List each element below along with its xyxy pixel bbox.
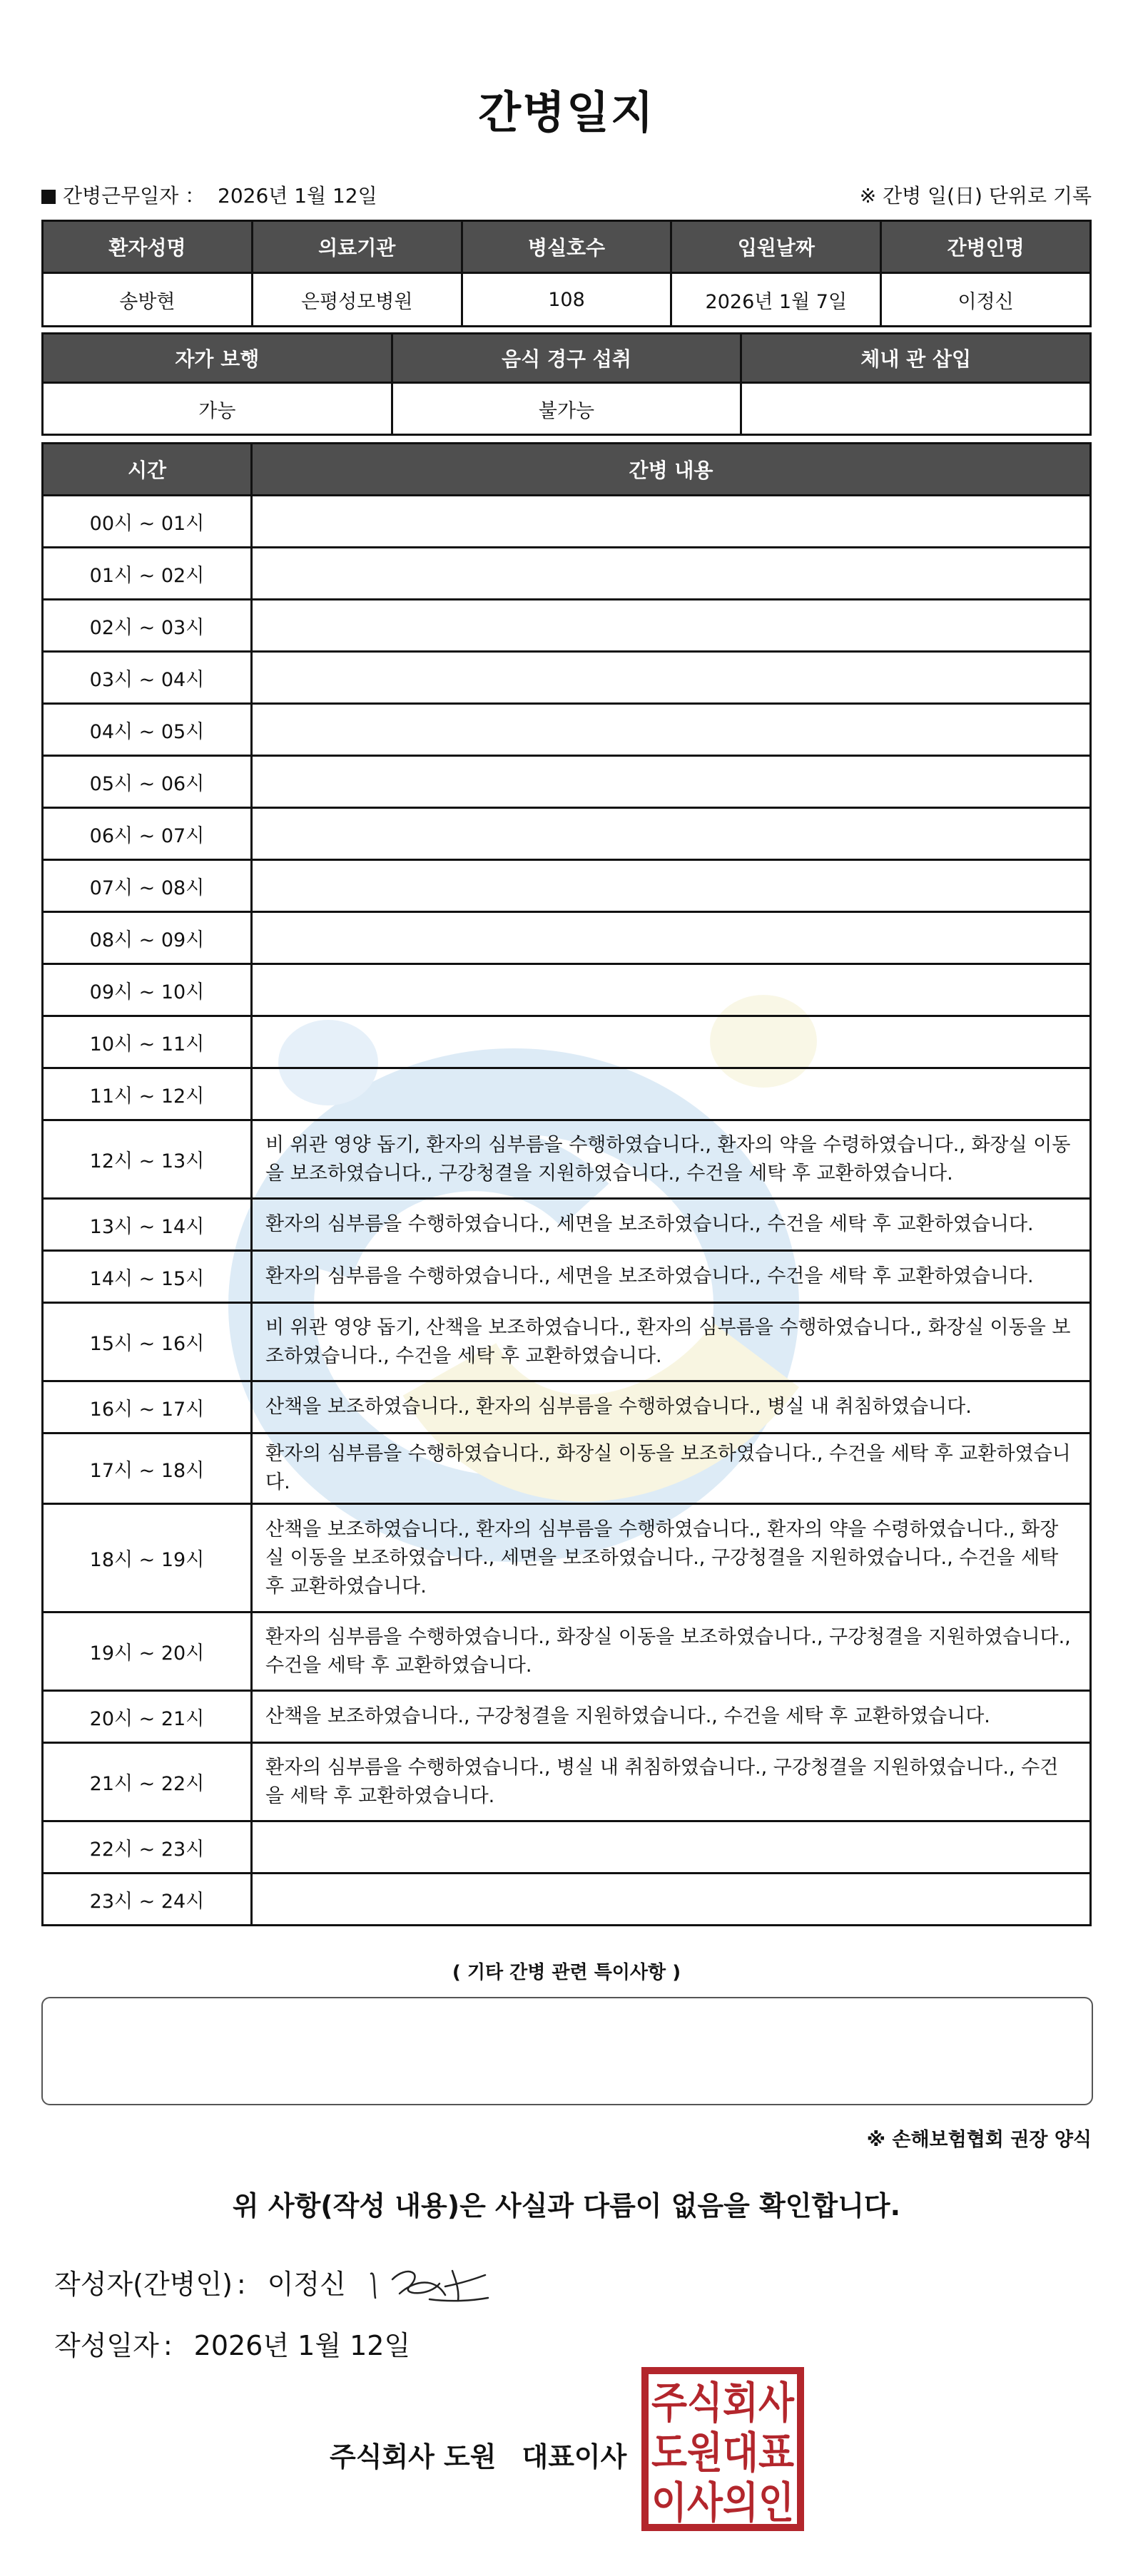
care-log-row xyxy=(43,704,1091,756)
care-log-time: 08시 ~ 09시 xyxy=(43,912,252,964)
care-log-time: 12시 ~ 13시 xyxy=(43,1120,252,1199)
care-log-row xyxy=(43,652,1091,704)
hospital-name: 은평성모병원 xyxy=(252,273,462,327)
tube-insertion-value xyxy=(741,383,1091,435)
care-log-content: 산책을 보조하였습니다., 구강청결을 지원하였습니다., 수건을 세탁 후 교환하였습니다. xyxy=(252,1691,1091,1743)
page-title: 간병일지 xyxy=(478,86,655,138)
care-log-row xyxy=(43,1743,1091,1821)
care-log-content xyxy=(252,756,1091,808)
care-log-time: 14시 ~ 15시 xyxy=(43,1251,252,1303)
care-log-time: 17시 ~ 18시 xyxy=(43,1433,252,1504)
care-log-content: 환자의 심부름을 수행하였습니다., 화장실 이동을 보조하였습니다., 수건을 세탁 후 교환하였습니다. xyxy=(252,1433,1091,1504)
company-role: 대표이사 xyxy=(522,2441,627,2473)
care-log-content xyxy=(252,704,1091,756)
header-tube-insertion: 체내 관 삽입 xyxy=(741,334,1091,383)
header-care-content: 간병 내용 xyxy=(252,444,1091,496)
care-log-content xyxy=(252,1874,1091,1926)
writer-line: 작성자(간병인) : 이정신 xyxy=(54,2269,346,2300)
care-log-time: 07시 ~ 08시 xyxy=(43,860,252,912)
status-value-row xyxy=(43,383,1091,435)
care-log-row xyxy=(43,1016,1091,1068)
care-log-content: 환자의 심부름을 수행하였습니다., 세면을 보조하였습니다., 수건을 세탁 후 교환하였습니다. xyxy=(252,1199,1091,1251)
care-log-time: 20시 ~ 21시 xyxy=(43,1691,252,1743)
svg-text:주식회사: 주식회사 xyxy=(651,2378,795,2428)
black-square-icon xyxy=(41,190,56,204)
company-name: 주식회사 도원 xyxy=(330,2441,497,2473)
care-log-content: 환자의 심부름을 수행하였습니다., 병실 내 취침하였습니다., 구강청결을 지원하였습니다., 수건을 세탁 후 교환하였습니다. xyxy=(252,1743,1091,1821)
self-walking-value: 가능 xyxy=(43,383,392,435)
oral-intake-value: 불가능 xyxy=(392,383,741,435)
work-date-label: 간병근무일자 ： xyxy=(63,184,205,208)
care-log-content: 환자의 심부름을 수행하였습니다., 세면을 보조하였습니다., 수건을 세탁 후 교환하였습니다. xyxy=(252,1251,1091,1303)
header-hospital: 의료기관 xyxy=(252,221,462,273)
care-log-row xyxy=(43,1381,1091,1433)
caregiver-name: 이정신 xyxy=(881,273,1091,327)
confirmation-statement: 위 사항(작성 내용)은 사실과 다름이 없음을 확인합니다. xyxy=(232,2190,901,2222)
header-admission-date: 입원날짜 xyxy=(671,221,881,273)
header-caregiver: 간병인명 xyxy=(881,221,1091,273)
care-log-content xyxy=(252,860,1091,912)
care-log-time: 11시 ~ 12시 xyxy=(43,1068,252,1120)
care-log-row xyxy=(43,600,1091,652)
admission-date: 2026년 1월 7일 xyxy=(671,273,881,327)
care-log-content xyxy=(252,1821,1091,1874)
care-log-row xyxy=(43,860,1091,912)
care-log-row xyxy=(43,1433,1091,1504)
care-log-time: 00시 ~ 01시 xyxy=(43,496,252,548)
unit-note: ※ 간병 일(日) 단위로 기록 xyxy=(859,184,1092,208)
care-log-time: 19시 ~ 20시 xyxy=(43,1612,252,1691)
care-log-content: 비 위관 영양 돕기, 산책을 보조하였습니다., 환자의 심부름을 수행하였습니다., 화장실 이동을 보조하였습니다., 수건을 세탁 후 교환하였습니다. xyxy=(252,1303,1091,1381)
written-date-line: 작성일자 : 2026년 1월 12일 xyxy=(54,2330,411,2361)
patient-status-table xyxy=(41,332,1092,436)
care-log-content xyxy=(252,1068,1091,1120)
care-log-row xyxy=(43,1068,1091,1120)
patient-name: 송방현 xyxy=(43,273,253,327)
recommend-note: ※ 손해보험협회 권장 양식 xyxy=(866,2129,1092,2151)
care-log-time: 16시 ~ 17시 xyxy=(43,1381,252,1433)
header-room: 병실호수 xyxy=(462,221,671,273)
care-log-time: 23시 ~ 24시 xyxy=(43,1874,252,1926)
care-log-content xyxy=(252,496,1091,548)
care-log-content xyxy=(252,548,1091,600)
header-time: 시간 xyxy=(43,444,252,496)
work-date-value: 2026년 1월 12일 xyxy=(218,184,377,208)
patient-header-row xyxy=(43,221,1091,273)
care-log-time: 04시 ~ 05시 xyxy=(43,704,252,756)
care-log-content: 환자의 심부름을 수행하였습니다., 화장실 이동을 보조하였습니다., 구강청결을 지원하였습니다., 수건을 세탁 후 교환하였습니다. xyxy=(252,1612,1091,1691)
care-log-row xyxy=(43,1303,1091,1381)
special-notes-box xyxy=(41,1997,1093,2105)
status-header-row xyxy=(43,334,1091,383)
care-log-time: 05시 ~ 06시 xyxy=(43,756,252,808)
svg-text:도원대표: 도원대표 xyxy=(651,2428,795,2478)
care-log-content xyxy=(252,652,1091,704)
date-value: 2026년 1월 12일 xyxy=(193,2330,411,2361)
care-log-time: 21시 ~ 22시 xyxy=(43,1743,252,1821)
header-self-walking: 자가 보행 xyxy=(43,334,392,383)
care-log-row xyxy=(43,912,1091,964)
care-log-body xyxy=(43,496,1091,1926)
care-log-time: 09시 ~ 10시 xyxy=(43,964,252,1016)
care-log-row xyxy=(43,1821,1091,1874)
care-log-row xyxy=(43,1120,1091,1199)
date-label: 작성일자 xyxy=(54,2330,159,2361)
care-log-row xyxy=(43,1874,1091,1926)
header-oral-intake: 음식 경구 섭취 xyxy=(392,334,741,383)
writer-label: 작성자(간병인) xyxy=(54,2269,233,2300)
company-seal-icon xyxy=(641,2366,805,2532)
care-log-row xyxy=(43,808,1091,860)
company-signoff xyxy=(330,2435,626,2474)
svg-text:이사의인: 이사의인 xyxy=(651,2478,794,2528)
work-date xyxy=(41,180,377,209)
care-log-content xyxy=(252,964,1091,1016)
care-log-row xyxy=(43,1612,1091,1691)
care-log-time: 10시 ~ 11시 xyxy=(43,1016,252,1068)
care-log-time: 03시 ~ 04시 xyxy=(43,652,252,704)
care-log-content xyxy=(252,808,1091,860)
care-log-row xyxy=(43,496,1091,548)
writer-name: 이정신 xyxy=(267,2269,346,2300)
care-log-header-row xyxy=(43,444,1091,496)
care-log-time: 18시 ~ 19시 xyxy=(43,1504,252,1612)
care-log-time: 13시 ~ 14시 xyxy=(43,1199,252,1251)
care-log-time: 22시 ~ 23시 xyxy=(43,1821,252,1874)
care-log-time: 06시 ~ 07시 xyxy=(43,808,252,860)
header-patient-name: 환자성명 xyxy=(43,221,253,273)
care-log-content: 산책을 보조하였습니다., 환자의 심부름을 수행하였습니다., 병실 내 취침하였습니다. xyxy=(252,1381,1091,1433)
handwritten-signature-icon xyxy=(365,2258,494,2308)
care-log-row xyxy=(43,548,1091,600)
care-log-time: 02시 ~ 03시 xyxy=(43,600,252,652)
special-notes-title: ( 기타 간병 관련 특이사항 ) xyxy=(452,1962,681,1983)
patient-value-row xyxy=(43,273,1091,327)
care-log-row xyxy=(43,1504,1091,1612)
care-log-row xyxy=(43,964,1091,1016)
room-number: 108 xyxy=(462,273,671,327)
care-log-row xyxy=(43,1691,1091,1743)
care-log-content xyxy=(252,600,1091,652)
care-log-table xyxy=(41,442,1092,1926)
care-log-row xyxy=(43,1251,1091,1303)
care-log-row xyxy=(43,1199,1091,1251)
care-log-content xyxy=(252,912,1091,964)
care-log-time: 15시 ~ 16시 xyxy=(43,1303,252,1381)
care-log-content: 산책을 보조하였습니다., 환자의 심부름을 수행하였습니다., 환자의 약을 수령하였습니다., 화장실 이동을 보조하였습니다., 세면을 보조하였습니다., 구강청결을 지원하였습니다., 수건을 세탁 후 교환하였습니다. xyxy=(252,1504,1091,1612)
care-log-content xyxy=(252,1016,1091,1068)
care-log-time: 01시 ~ 02시 xyxy=(43,548,252,600)
patient-info-table xyxy=(41,220,1092,327)
care-log-row xyxy=(43,756,1091,808)
care-log-content: 비 위관 영양 돕기, 환자의 심부름을 수행하였습니다., 환자의 약을 수령하였습니다., 화장실 이동을 보조하였습니다., 구강청결을 지원하였습니다., 수건을 세탁 후 교환하였습니다. xyxy=(252,1120,1091,1199)
